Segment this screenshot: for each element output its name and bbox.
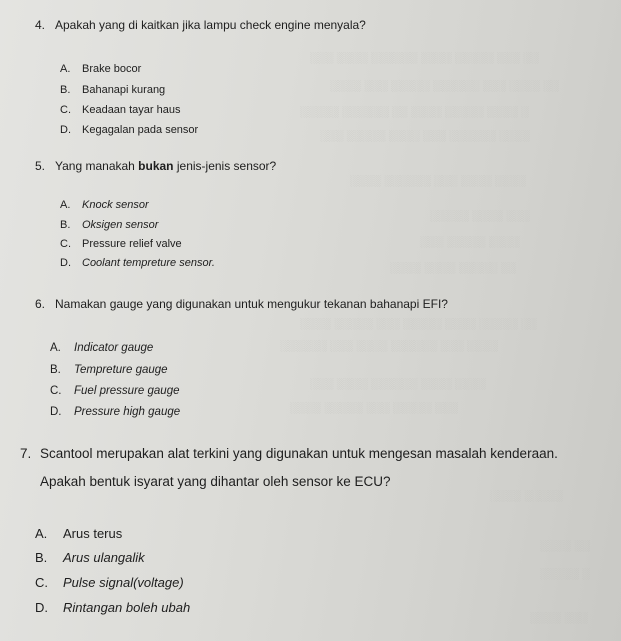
question-4-option-c[interactable]: C. Keadaan tayar haus [60,104,181,116]
question-5-text: 5. Yang manakah bukan jenis-jenis sensor? [35,159,277,173]
question-7-option-c[interactable]: C. Pulse signal(voltage) [35,575,184,590]
question-5-option-a[interactable]: A. Knock sensor [60,199,149,211]
question-5-option-b[interactable]: B. Oksigen sensor [60,219,159,231]
question-4-option-d[interactable]: D. Kegagalan pada sensor [60,124,199,136]
question-6-text: 6. Namakan gauge yang digunakan untuk mengukur tekanan bahanapi EFI? [35,297,448,311]
question-4-option-b[interactable]: B. Bahanapi kurang [60,84,166,96]
question-5-option-c[interactable]: C. Pressure relief valve [60,238,182,250]
question-6-option-b[interactable]: B. Tempreture gauge [50,364,168,376]
question-4-option-a[interactable]: A. Brake bocor [60,63,142,75]
question-6-option-a[interactable]: A. Indicator gauge [50,342,154,354]
question-7-option-d[interactable]: D. Rintangan boleh ubah [35,600,191,615]
question-7-option-b[interactable]: B. Arus ulangalik [35,550,145,565]
question-5-option-d[interactable]: D. Coolant tempreture sensor. [60,257,215,269]
question-6-option-c[interactable]: C. Fuel pressure gauge [50,385,180,397]
question-7-text-line-1: 7. Scantool merupakan alat terkini yang digunakan untuk mengesan masalah kenderaan. [20,446,558,461]
question-6-option-d[interactable]: D. Pressure high gauge [50,406,181,418]
worksheet-page: ░░░ ░░░░ ░░░░░░ ░░░░ ░░░░░ ░░░ ░░ ░░░░ ░░░ ░░░░░ ░░░░░░ ░░░ ░░░░ ░░ ░░░░░ ░░░░░░ ░░ ░░░░ ░░░░░ ░░░░ ░ ░░░ ░░░░░ ░░░░ ░░░ ░░░░░░ ░░░░ ░░░░ ░░░░░░ ░░░ ░░░░ ░░░░ ░░░░░ ░░░░ ░░░ ░░░ ░░░░░ ░░░░ ░░░░ ░░░░ ░░░░░ ░░ ░░░░ ░░░░░ ░░░ ░░░░░ ░░░░ ░░░░░ ░░ ░░░░░░ ░░░ ░░░░ ░░░░░░ ░░░ ░░░░ ░░░ ░░░░ ░░░░░░ ░░░░ ░░░░ ░░░░ ░░░░░ ░░░ ░░░░░ ░░░ ░░░░ ░░░░░ ░░░░ ░░ ░░░░░ ░ ░░░░ ░░░ 4. Apakah yang di kaitkan jika lampu check engine menyala? A. Brake bocor B. Bahanapi kurang C. Keadaan tayar haus D. Kegagalan pada sensor 5. Yang manakah bukan jenis-jenis sensor? A. Knock sensor B. Oksigen sensor C. Pressure relief valve D. Coolant tempreture sensor. 6. Namakan gauge yang digunakan untuk mengukur tekanan bahanapi EFI? A. Indicator gauge B. Tempreture gauge C. Fuel pressure gauge D. Pressure high gauge 7. Scantool merupakan alat terkini yang digunakan untuk mengesan masalah kenderaan. Apakah bentuk isyarat yang dihantar oleh sensor ke ECU? A. Arus terus B. Arus ulangalik C. Pulse signal(voltage) D. Rintangan boleh ubah [0,0,621,641]
question-7-option-a[interactable]: A. Arus terus [35,526,123,541]
question-4-text: 4. Apakah yang di kaitkan jika lampu check engine menyala? [35,18,366,32]
question-7-text-line-2: Apakah bentuk isyarat yang dihantar oleh sensor ke ECU? [40,474,391,489]
